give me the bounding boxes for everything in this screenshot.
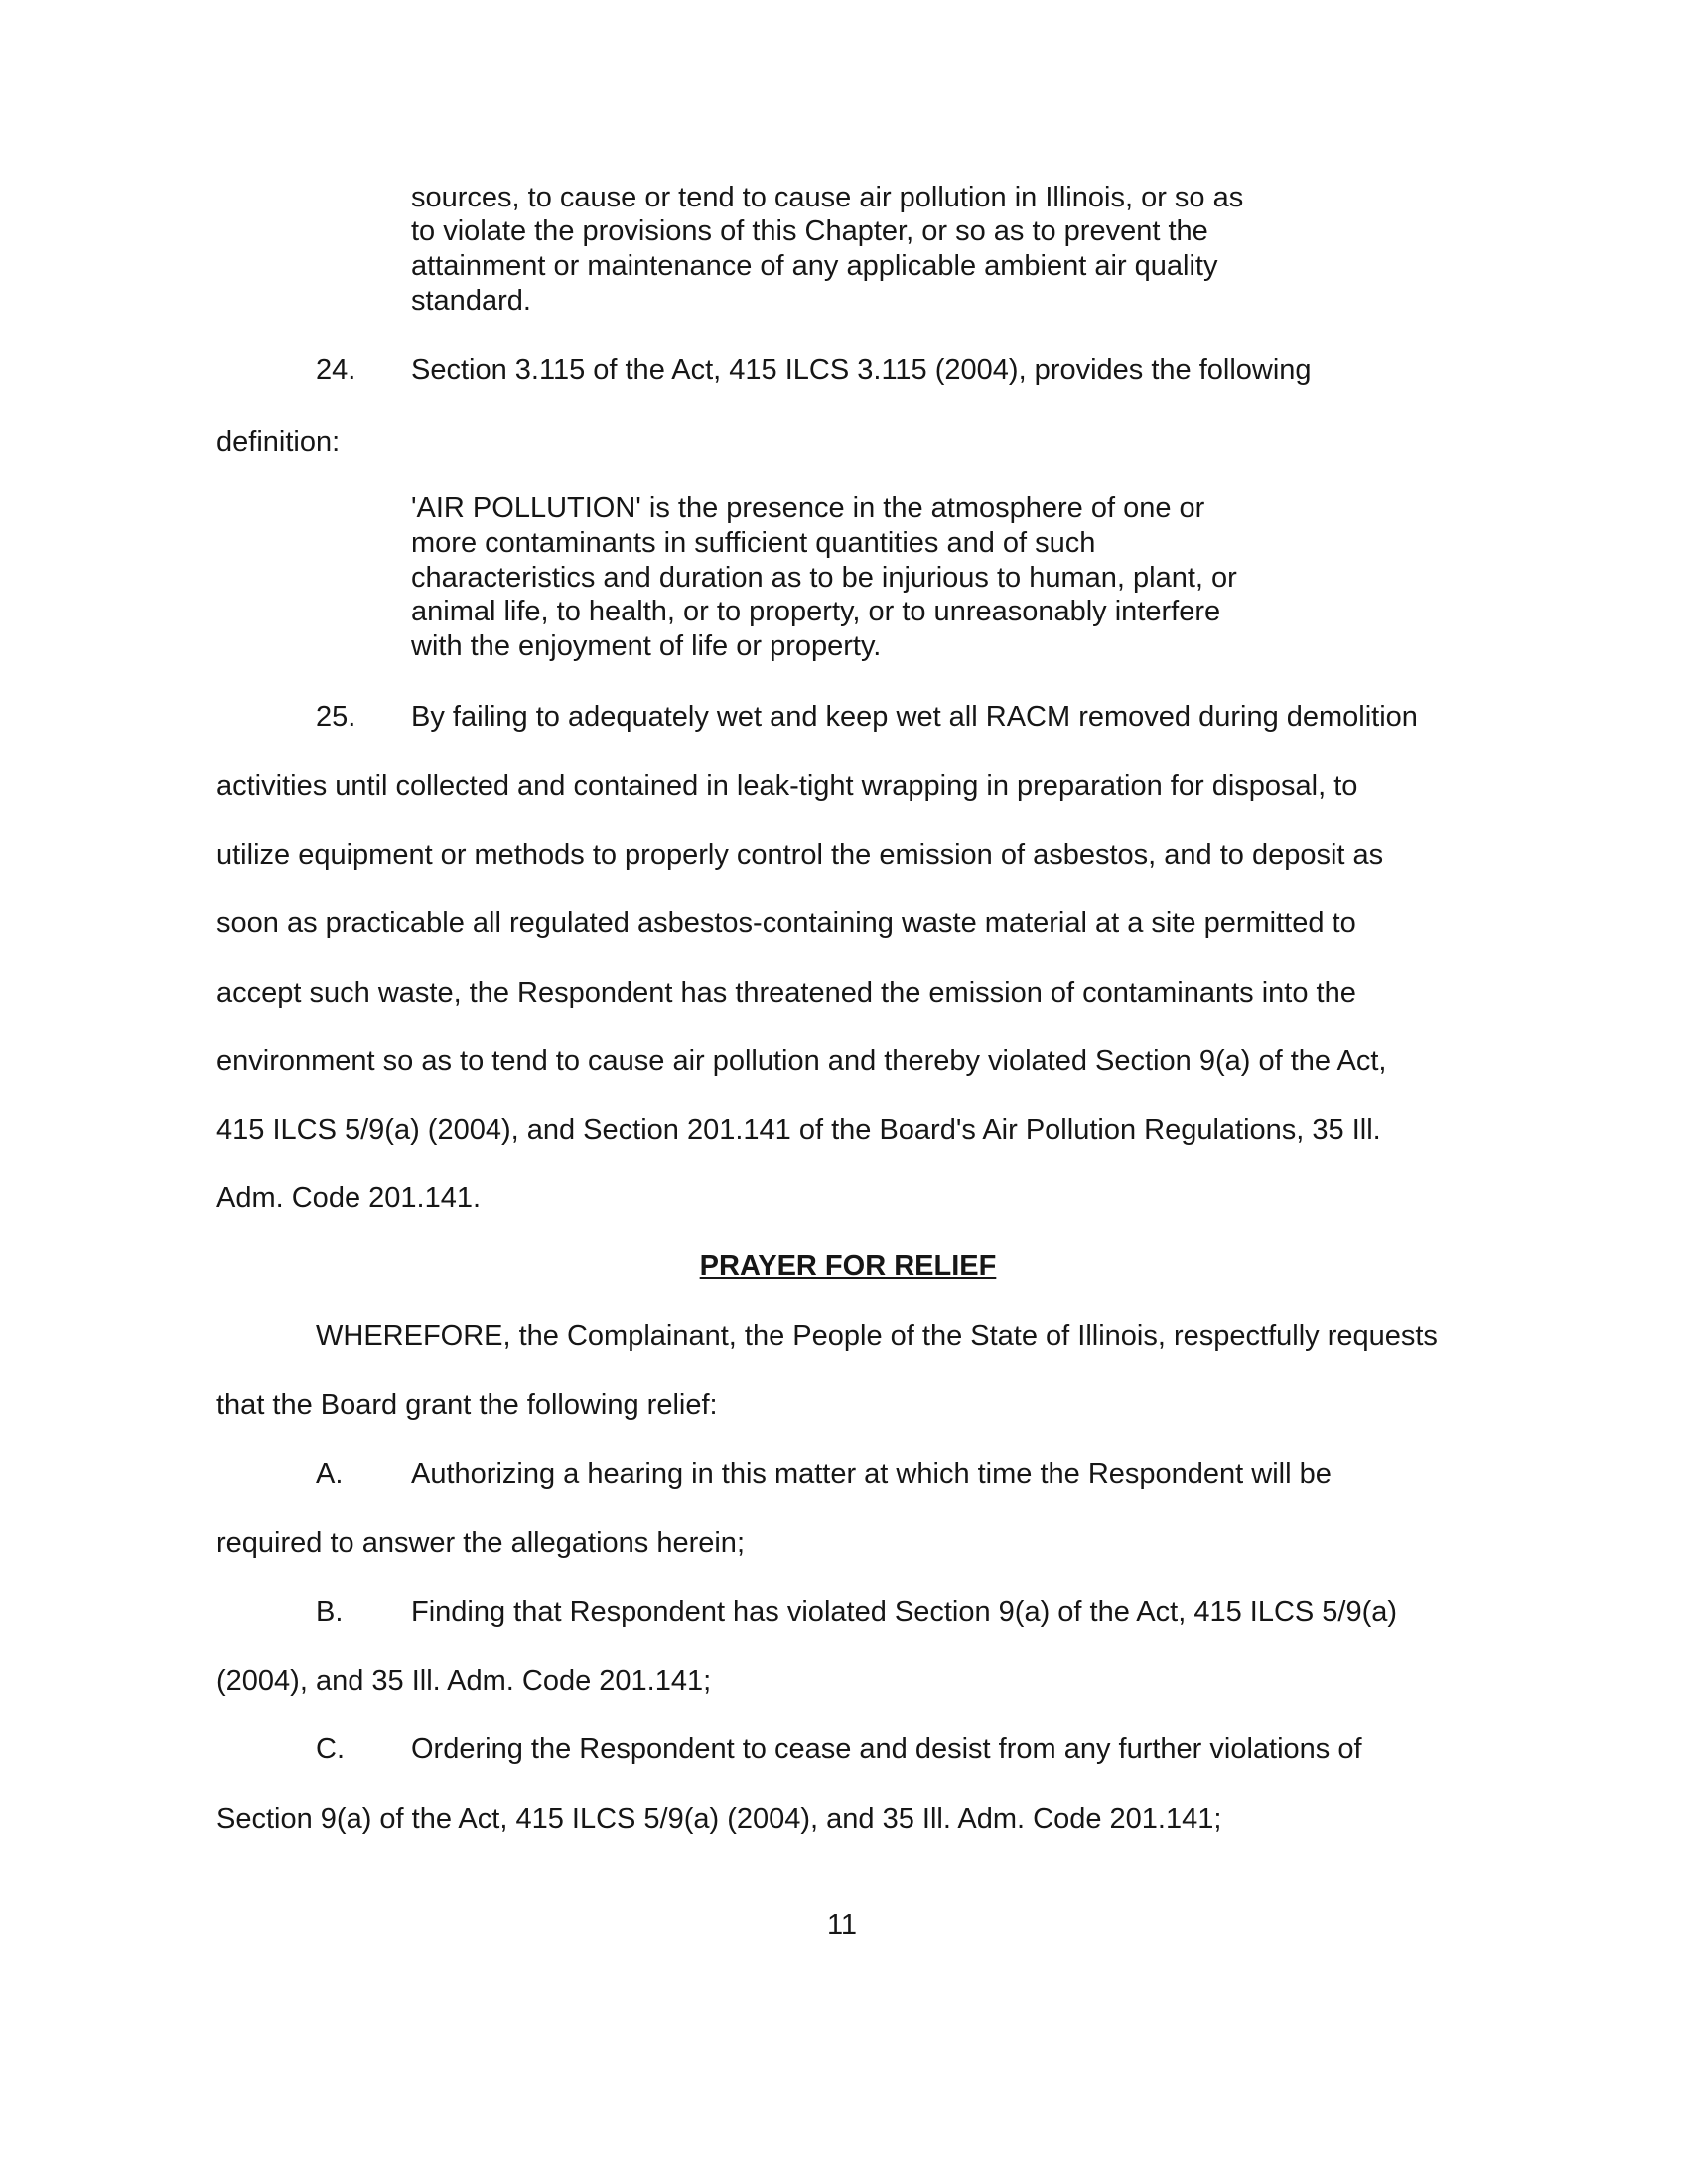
definition-quote-line-4: animal life, to health, or to property, or to unreasonably interfere	[411, 596, 1221, 627]
quote-continuation-line-2: to violate the provisions of this Chapter, or so as to prevent the	[411, 215, 1208, 247]
definition-quote-line-5: with the enjoyment of life or property.	[411, 630, 882, 662]
paragraph-25-line-3: utilize equipment or methods to properly control the emission of asbestos, and to deposit as	[216, 839, 1384, 871]
paragraph-24-line-2: definition:	[216, 426, 341, 458]
relief-a-letter: A.	[316, 1458, 344, 1490]
definition-quote-line-1: 'AIR POLLUTION' is the presence in the atmosphere of one or	[411, 492, 1205, 524]
prayer-for-relief-heading	[0, 1249, 1684, 1283]
wherefore-line-2: that the Board grant the following relief:	[216, 1389, 718, 1421]
relief-a-line-1: Authorizing a hearing in this matter at which time the Respondent will be	[411, 1458, 1332, 1490]
relief-c-letter: C.	[316, 1733, 345, 1765]
paragraph-24-number: 24.	[316, 354, 356, 386]
paragraph-25-line-4: soon as practicable all regulated asbestos-containing waste material at a site permitted to	[216, 907, 1356, 939]
page-number: 11	[826, 1909, 858, 1941]
quote-continuation-line-3: attainment or maintenance of any applicable ambient air quality	[411, 250, 1218, 282]
paragraph-25-line-5: accept such waste, the Respondent has threatened the emission of contaminants into the	[216, 977, 1356, 1009]
paragraph-25-line-8: Adm. Code 201.141.	[216, 1182, 482, 1214]
relief-c-line-1: Ordering the Respondent to cease and desist from any further violations of	[411, 1733, 1362, 1765]
paragraph-25-line-6: environment so as to tend to cause air pollution and thereby violated Section 9(a) of the Act,	[216, 1045, 1387, 1077]
relief-b-letter: B.	[316, 1596, 344, 1628]
relief-c-line-2: Section 9(a) of the Act, 415 ILCS 5/9(a) (2004), and 35 Ill. Adm. Code 201.141;	[216, 1803, 1222, 1835]
relief-b-line-2: (2004), and 35 Ill. Adm. Code 201.141;	[216, 1665, 712, 1697]
paragraph-25-line-1: By failing to adequately wet and keep wet all RACM removed during demolition	[411, 701, 1418, 733]
paragraph-25-line-2: activities until collected and contained in leak-tight wrapping in preparation for disposal, to	[216, 770, 1358, 802]
paragraph-24-line-1: Section 3.115 of the Act, 415 ILCS 3.115 (2004), provides the following	[411, 354, 1312, 386]
definition-quote-line-3: characteristics and duration as to be injurious to human, plant, or	[411, 562, 1237, 594]
wherefore-line-1: WHEREFORE, the Complainant, the People of the State of Illinois, respectfully requests	[316, 1320, 1438, 1352]
quote-continuation-line-1: sources, to cause or tend to cause air pollution in Illinois, or so as	[411, 182, 1244, 213]
quote-continuation-line-4: standard.	[411, 285, 531, 317]
definition-quote-line-2: more contaminants in sufficient quantities and of such	[411, 527, 1096, 559]
relief-a-line-2: required to answer the allegations herein;	[216, 1527, 745, 1559]
prayer-for-relief-heading-text: PRAYER FOR RELIEF	[699, 1250, 997, 1282]
relief-b-line-1: Finding that Respondent has violated Section 9(a) of the Act, 415 ILCS 5/9(a)	[411, 1596, 1398, 1628]
paragraph-25-number: 25.	[316, 701, 356, 733]
paragraph-25-line-7: 415 ILCS 5/9(a) (2004), and Section 201.141 of the Board's Air Pollution Regulations, 35 Ill.	[216, 1114, 1381, 1146]
